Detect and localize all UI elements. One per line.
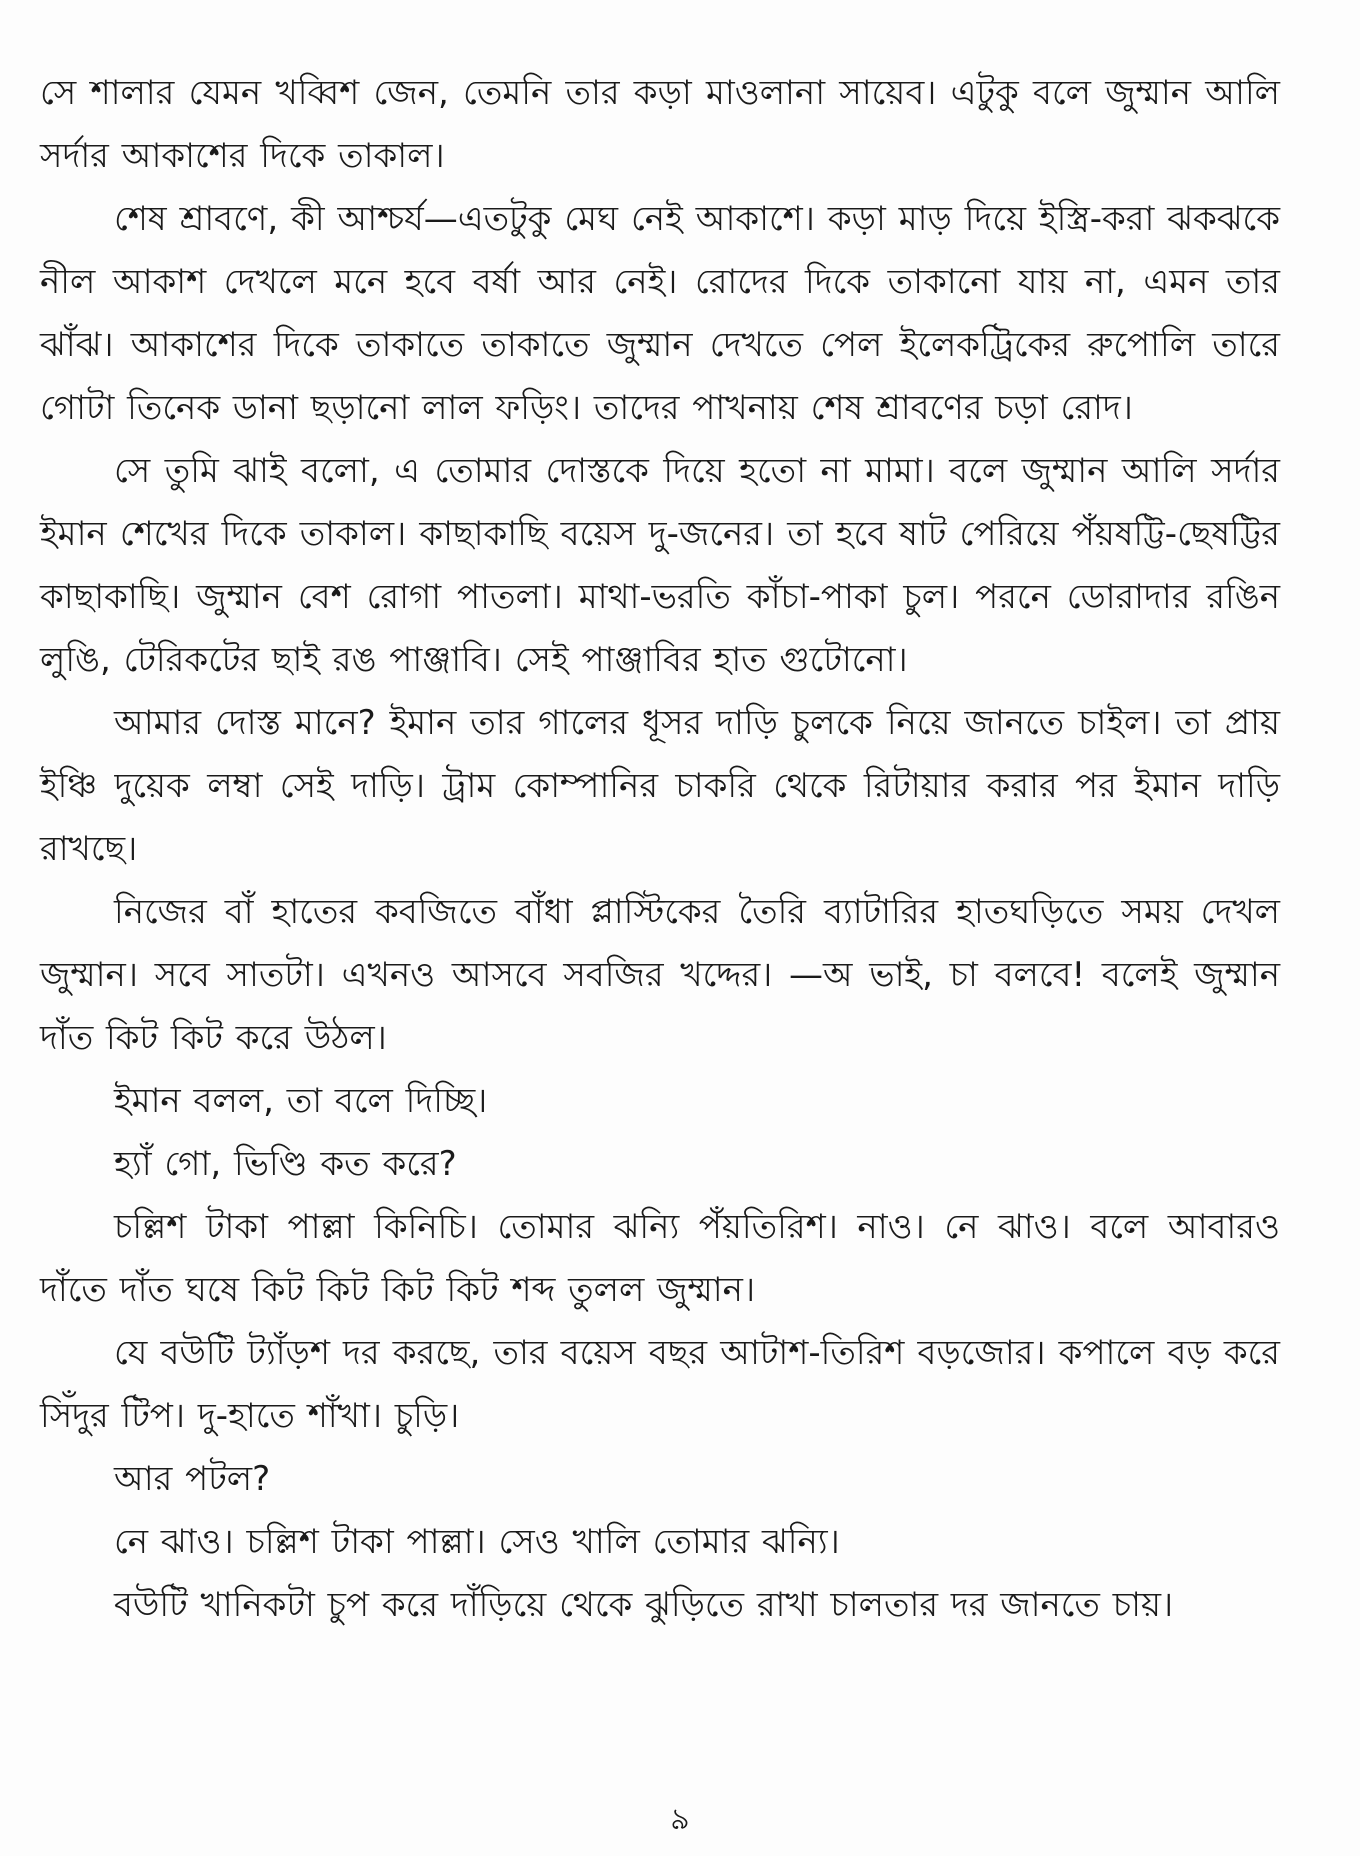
paragraph-12: বউটি খানিকটা চুপ করে দাঁড়িয়ে থেকে ঝুড়িতে রাখা চালতার দর জানতে চায়।	[114, 1585, 1174, 1625]
paragraph-5: নিজের বাঁ হাতের কবজিতে বাঁধা প্লাস্টিকের তৈরি ব্যাটারির হাতঘড়িতে সময় দেখল জুম্মান। সবে সাতটা। এখনও আসবে সবজির খদ্দের। —অ ভাই, চা বলবে! বলেই জুম্মান দাঁত কিট কিট করে উঠল।	[40, 892, 1280, 1058]
paragraph-8: চল্লিশ টাকা পাল্লা কিনিচি। তোমার ঝন্যি পঁয়তিরিশ। নাও। নে ঝাও। বলে আবারও দাঁতে দাঁত ঘষে কিট কিট কিট কিট শব্দ তুলল জুম্মান।	[40, 1207, 1280, 1310]
page-number: ৯	[670, 1802, 690, 1837]
paragraph-6: ইমান বলল, তা বলে দিচ্ছি।	[114, 1081, 488, 1121]
paragraph-2: শেষ শ্রাবণে, কী আশ্চর্য—এতটুকু মেঘ নেই আকাশে। কড়া মাড় দিয়ে ইস্ত্রি-করা ঝকঝকে নীল আকাশ দেখলে মনে হবে বর্ষা আর নেই। রোদের দিকে তাকানো যায় না, এমন তার ঝাঁঝ। আকাশের দিকে তাকাতে তাকাতে জুম্মান দেখতে পেল ইলেকট্রিকের রুপোলি তারে গোটা তিনেক ডানা ছড়ানো লাল ফড়িং। তাদের পাখনায় শেষ শ্রাবণের চড়া রোদ।	[40, 199, 1280, 428]
paragraph-4: আমার দোস্ত মানে? ইমান তার গালের ধূসর দাড়ি চুলকে নিয়ে জানতে চাইল। তা প্রায় ইঞ্চি দুয়েক লম্বা সেই দাড়ি। ট্রাম কোম্পানির চাকরি থেকে রিটায়ার করার পর ইমান দাড়ি রাখছে।	[40, 703, 1280, 869]
paragraph-1: সে শালার যেমন খব্বিশ জেন, তেমনি তার কড়া মাওলানা সায়েব। এটুকু বলে জুম্মান আলি সর্দার আকাশের দিকে তাকাল।	[40, 73, 1280, 176]
paragraph-3: সে তুমি ঝাই বলো, এ তোমার দোস্তকে দিয়ে হতো না মামা। বলে জুম্মান আলি সর্দার ইমান শেখের দিকে তাকাল। কাছাকাছি বয়েস দু-জনের। তা হবে ষাট পেরিয়ে পঁয়ষট্টি-ছেষট্টির কাছাকাছি। জুম্মান বেশ রোগা পাতলা। মাথা-ভরতি কাঁচা-পাকা চুল। পরনে ডোরাদার রঙিন লুঙি, টেরিকটের ছাই রঙ পাঞ্জাবি। সেই পাঞ্জাবির হাত গুটোনো।	[40, 451, 1280, 680]
paragraph-11: নে ঝাও। চল্লিশ টাকা পাল্লা। সেও খালি তোমার ঝন্যি।	[114, 1522, 840, 1562]
paragraph-7: হ্যাঁ গো, ভিণ্ডি কত করে?	[114, 1144, 457, 1184]
paragraph-9: যে বউটি ট্যাঁড়শ দর করছে, তার বয়েস বছর আটাশ-তিরিশ বড়জোর। কপালে বড় করে সিঁদুর টিপ। দু-হাতে শাঁখা। চুড়ি।	[40, 1333, 1280, 1436]
page-body	[40, 62, 1280, 1637]
paragraph-10: আর পটল?	[114, 1459, 271, 1499]
